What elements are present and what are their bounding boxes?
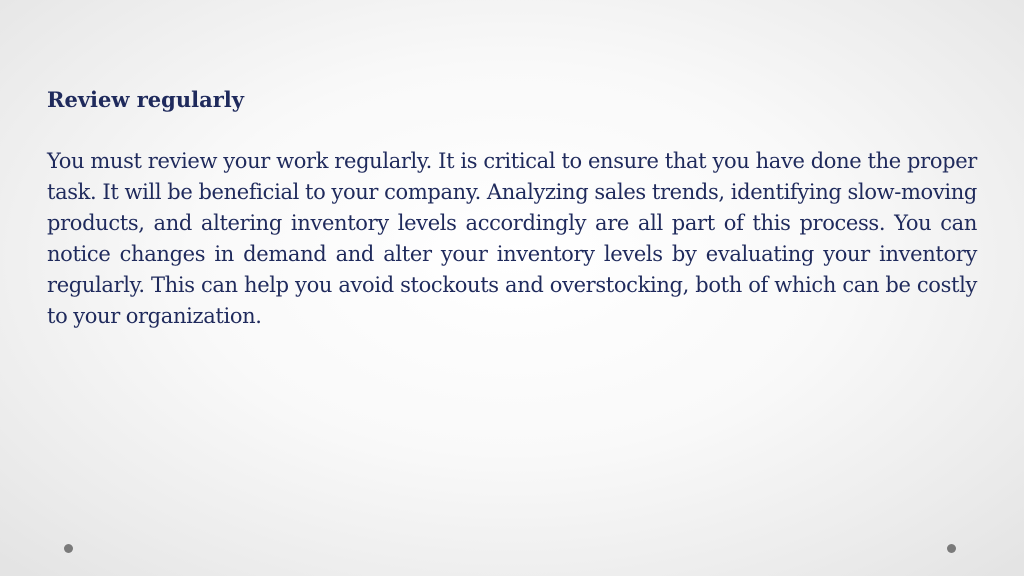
slide-heading: Review regularly bbox=[47, 87, 244, 112]
slide-content bbox=[47, 84, 977, 332]
right-decorative-dot bbox=[947, 544, 956, 553]
left-decorative-dot bbox=[64, 544, 73, 553]
slide-body-text: You must review your work regularly. It is critical to ensure that you have done the proper task. It will be beneficial to your company. Analyzing sales trends, identifying slow-moving products, and altering inventory levels accordingly are all part of this process. You can notice changes in demand and alter your inventory levels by evaluating your inventory regularly. This can help you avoid stockouts and overstocking, both of which can be costly to your organization. bbox=[47, 149, 977, 328]
